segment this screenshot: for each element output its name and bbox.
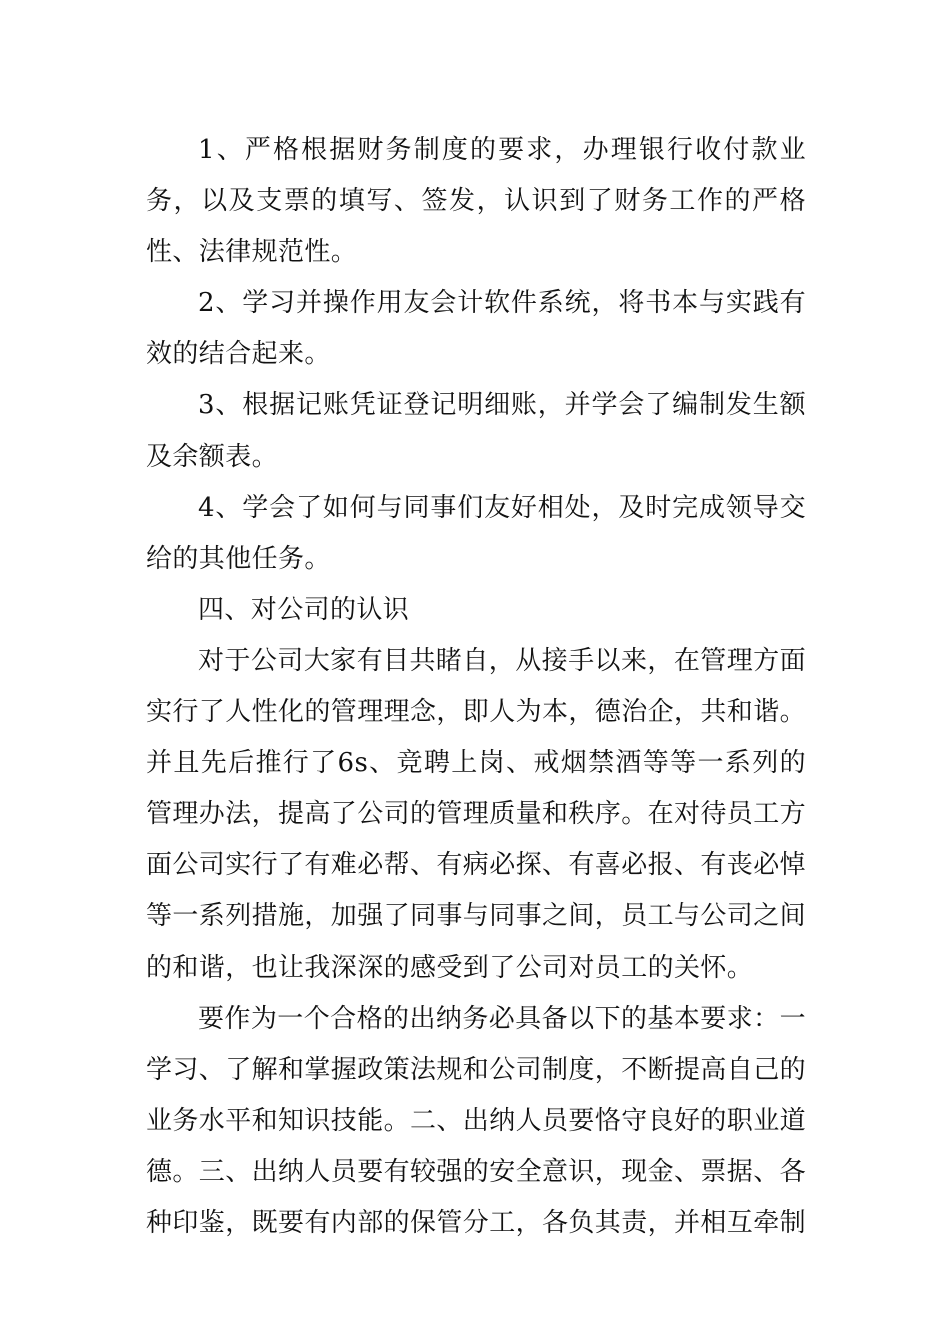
paragraph-item-4: 4、学会了如何与同事们友好相处，及时完成领导交给的其他任务。 [146, 492, 806, 574]
section-heading: 四、对公司的认识 [198, 594, 410, 625]
document-body [146, 125, 806, 1249]
paragraph-item-1: 1、严格根据财务制度的要求，办理银行收付款业务，以及支票的填写、签发，认识到了财务工作的严格性、法律规范性。 [146, 135, 806, 268]
paragraph-requirements: 要作为一个合格的出纳务必具备以下的基本要求：一学习、了解和掌握政策法规和公司制度，不断提高自己的业务水平和知识技能。二、出纳人员要恪守良好的职业道德。三、出纳人员要有较强的安全意识，现金、票据、各种印鉴，既要有内部的保管分工，各负其责，并相互牵制 [146, 1003, 807, 1238]
paragraph-company: 对于公司大家有目共睹自，从接手以来，在管理方面实行了人性化的管理理念，即人为本，德治企，共和谐。并且先后推行了6s、竞聘上岗、戒烟禁酒等等一系列的管理办法，提高了公司的管理质量和秩序。在对待员工方面公司实行了有难必帮、有病必探、有喜必报、有丧必悼等一系列措施，加强了同事与同事之间，员工与公司之间的和谐，也让我深深的感受到了公司对员工的关怀。 [146, 645, 807, 983]
paragraph-item-2: 2、学习并操作用友会计软件系统，将书本与实践有效的结合起来。 [146, 288, 806, 370]
paragraph-item-3: 3、根据记账凭证登记明细账，并学会了编制发生额及余额表。 [146, 390, 806, 472]
